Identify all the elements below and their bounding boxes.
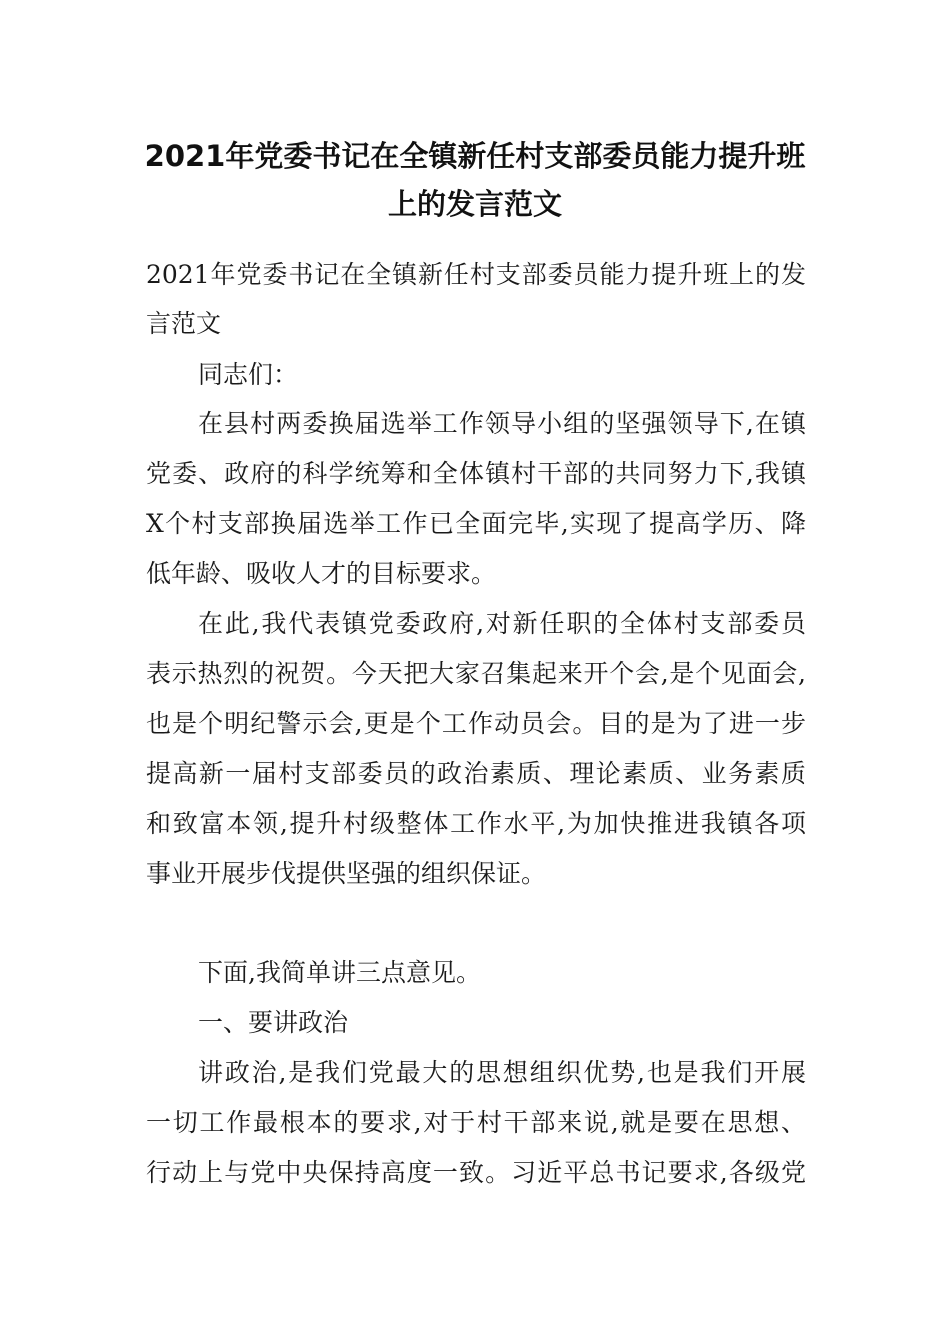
section-1-heading: 一、要讲政治	[198, 1008, 349, 1037]
greeting: 同志们：	[198, 360, 299, 389]
paragraph-3-line-3: 行动上与党中央保持高度一致。习近平总书记要求,各级党	[146, 1158, 806, 1187]
paragraph-2-line-1: 在此,我代表镇党委政府,对新任职的全体村支部委员	[198, 609, 806, 638]
subtitle-line-2: 言范文	[146, 309, 222, 338]
paragraph-2-line-4: 提高新一届村支部委员的政治素质、理论素质、业务素质	[146, 759, 806, 788]
paragraph-1-line-3: X个村支部换届选举工作已全面完毕,实现了提高学历、降	[146, 509, 806, 538]
subtitle-line-1: 2021年党委书记在全镇新任村支部委员能力提升班上的发	[146, 260, 806, 289]
document-title-line-2: 上的发言范文	[387, 187, 562, 221]
paragraph-1-line-1: 在县村两委换届选举工作领导小组的坚强领导下,在镇	[198, 409, 806, 438]
paragraph-2-line-6: 事业开展步伐提供坚强的组织保证。	[146, 859, 547, 888]
document-title-line-1: 2021年党委书记在全镇新任村支部委员能力提升班	[144, 139, 806, 173]
paragraph-3-line-1: 讲政治,是我们党最大的思想组织优势,也是我们开展	[198, 1058, 806, 1087]
paragraph-2-line-2: 表示热烈的祝贺。今天把大家召集起来开个会,是个见面会,	[146, 659, 806, 688]
intro-points: 下面,我简单讲三点意见。	[198, 958, 481, 987]
paragraph-2-line-5: 和致富本领,提升村级整体工作水平,为加快推进我镇各项	[146, 809, 806, 838]
paragraph-1-line-4: 低年龄、吸收人才的目标要求。	[146, 559, 497, 588]
paragraph-3-line-2: 一切工作最根本的要求,对于村干部来说,就是要在思想、	[146, 1108, 806, 1137]
paragraph-1-line-2: 党委、政府的科学统筹和全体镇村干部的共同努力下,我镇	[146, 459, 806, 488]
paragraph-2-line-3: 也是个明纪警示会,更是个工作动员会。目的是为了进一步	[146, 709, 806, 738]
